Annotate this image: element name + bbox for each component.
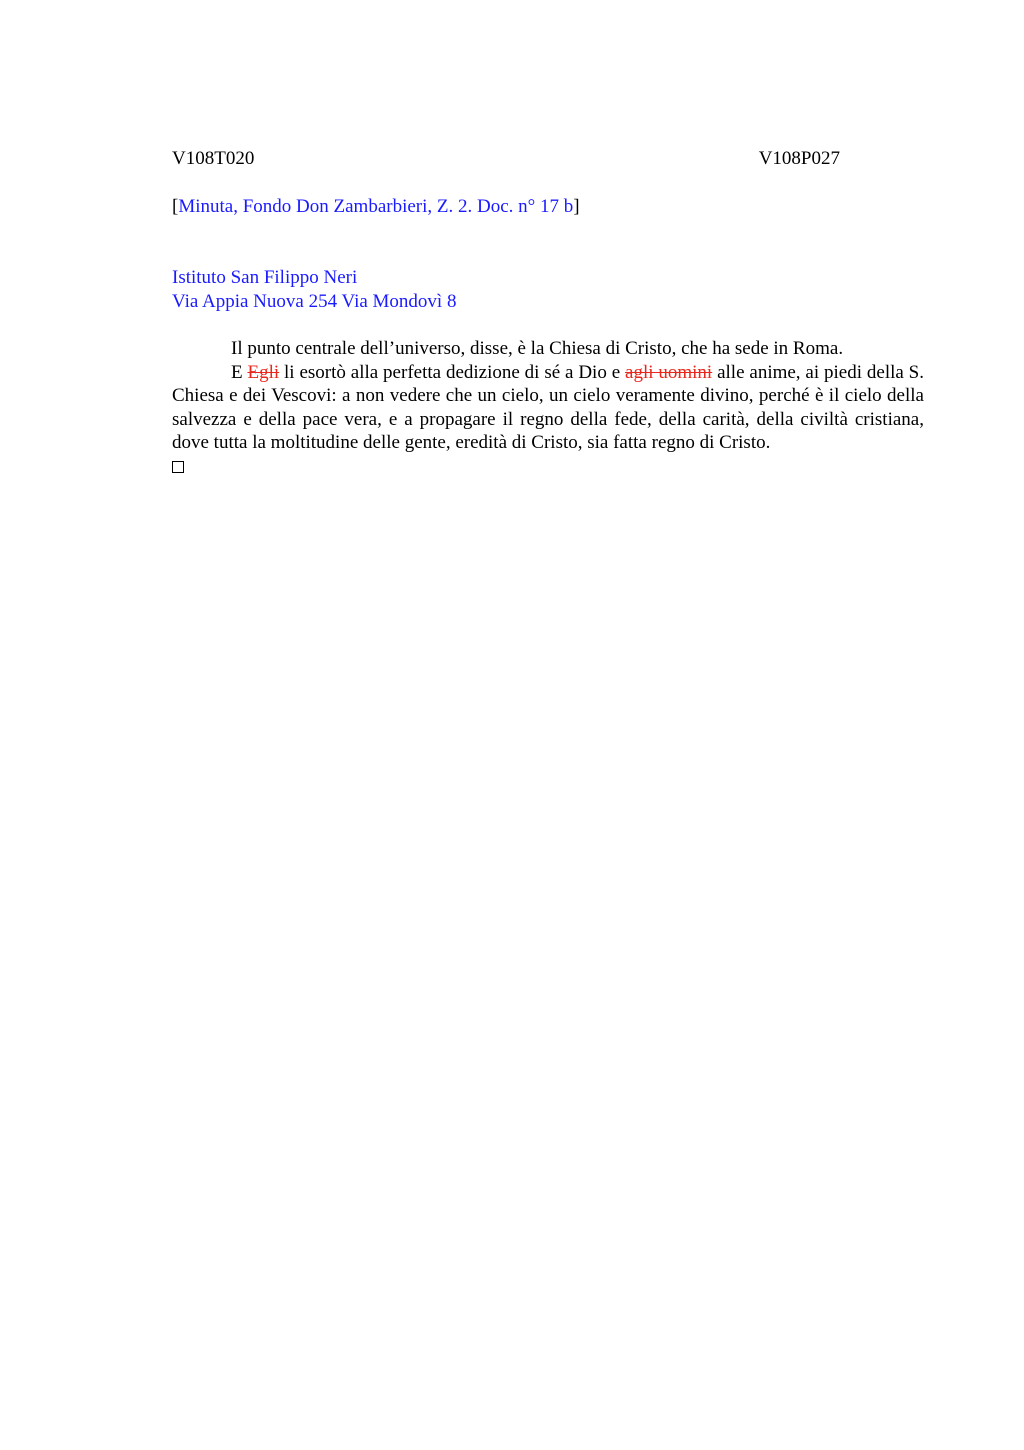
source-reference xyxy=(172,195,580,219)
letter-body xyxy=(172,337,924,473)
deleted-phrase-agli-uomini: agli uomini xyxy=(625,361,713,383)
institute-name: Istituto San Filippo Neri xyxy=(172,267,358,288)
para2-segment-3: alle anime, ai piedi della S. Chiesa e dei Vescovi: a non vedere che un cielo, un cielo veramente divino, perché è il cielo della salvezza e della pace vera, e a propagare il regno della fede, della carità, della civiltà cristiana, dove tutta la moltitudine delle gente, eredità di Cristo, sia fatta regno di Cristo. xyxy=(172,361,924,454)
body-paragraph-1: Il punto centrale dell’universo, disse, è la Chiesa di Cristo, che ha sede in Roma. xyxy=(231,338,844,359)
document-codes xyxy=(172,147,840,171)
volume-code: V108T020 xyxy=(172,148,255,169)
square-outline-icon xyxy=(172,461,184,473)
document-page xyxy=(172,0,924,1450)
source-open-bracket: [ xyxy=(172,196,179,217)
institute-address xyxy=(172,266,456,314)
body-paragraph-2 xyxy=(172,361,924,455)
para2-segment-1: E xyxy=(231,361,248,383)
deleted-word-egli: Egli xyxy=(247,361,280,383)
source-close-bracket: ] xyxy=(573,196,580,217)
para2-segment-2: li esortò alla perfetta dedizione di sé a Dio e xyxy=(279,361,626,383)
source-text: Minuta, Fondo Don Zambarbieri, Z. 2. Doc. n° 17 b xyxy=(178,196,574,217)
institute-street: Via Appia Nuova 254 Via Mondovì 8 xyxy=(172,291,457,312)
page-code: V108P027 xyxy=(758,148,840,169)
